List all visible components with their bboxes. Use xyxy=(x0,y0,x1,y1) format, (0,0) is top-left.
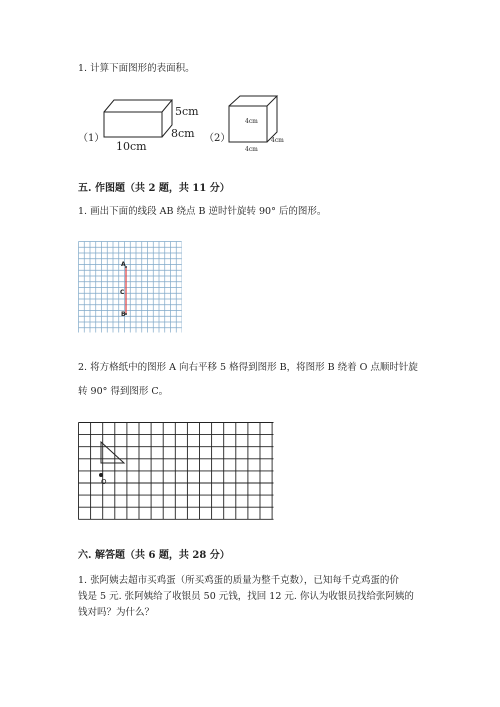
question-1-text: 1. 计算下面图形的表面积。 xyxy=(78,63,195,74)
section-5-question-2-line-1: 2. 将方格纸中的图形 A 向右平移 5 格得到图形 B，将图形 B 绕着 O 点顺时针旋 xyxy=(78,362,418,373)
triangle-a xyxy=(101,442,124,463)
cuboid-figure xyxy=(100,95,200,155)
cube-bottom-label: 4cm xyxy=(245,146,258,153)
cube-front-label: 4cm xyxy=(245,118,258,125)
cube-right-face xyxy=(267,96,277,142)
section-5-question-1-text: 1. 画出下面的线段 AB 绕点 B 逆时针旋转 90° 后的图形。 xyxy=(78,206,327,217)
square-grid xyxy=(78,422,274,520)
cube-top-face xyxy=(229,96,277,106)
point-o xyxy=(99,473,103,477)
cuboid-front-face xyxy=(104,112,162,137)
cuboid-width-label: 8cm xyxy=(171,127,195,140)
point-c-label: C xyxy=(120,289,125,296)
section-6-question-1-line-1: 1. 张阿姨去超市买鸡蛋（所买鸡蛋的质量为整千克数），已知每千克鸡蛋的价 xyxy=(78,575,399,586)
cuboid-length-label: 10cm xyxy=(116,140,147,153)
figure-2-label: （2） xyxy=(204,133,231,144)
graph-paper-grid xyxy=(78,241,182,333)
section-5-title: 五. 作图题（共 2 题，共 11 分） xyxy=(78,183,230,194)
figure-1-label: （1） xyxy=(78,133,105,144)
cube-right-label: 4cm xyxy=(271,137,284,144)
section-6-question-1-line-2: 钱是 5 元. 张阿姨给了收银员 50 元钱，找回 12 元. 你认为收银员找给张阿姨的 xyxy=(78,591,414,602)
section-6-title: 六. 解答题（共 6 题，共 28 分） xyxy=(78,550,230,561)
point-b-label: B xyxy=(121,311,126,318)
cuboid-top-face xyxy=(104,100,172,112)
section-6-question-1-line-3: 钱对吗？为什么？ xyxy=(78,607,155,618)
point-a-label: A xyxy=(121,261,126,268)
section-5-question-2-line-2: 转 90° 得到图形 C。 xyxy=(78,386,169,397)
cuboid-height-label: 5cm xyxy=(175,105,199,118)
point-o-label: O xyxy=(101,478,107,486)
